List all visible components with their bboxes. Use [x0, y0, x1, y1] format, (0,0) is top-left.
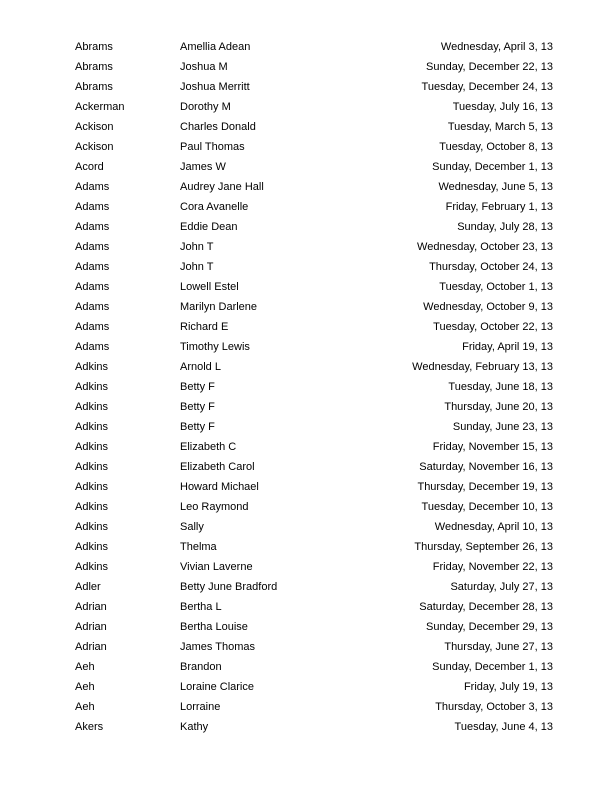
list-item [75, 417, 553, 437]
name-date-list [75, 37, 553, 737]
last-name: Adams [75, 181, 110, 193]
last-name: Ackison [75, 121, 114, 133]
last-name: Ackerman [75, 101, 125, 113]
date-value: Tuesday, March 5, 13 [447, 121, 553, 133]
list-item [75, 557, 553, 577]
last-name: Adams [75, 281, 110, 293]
date-value: Wednesday, June 5, 13 [438, 181, 553, 193]
date-value: Friday, April 19, 13 [462, 341, 553, 353]
list-item [75, 717, 553, 737]
last-name: Adkins [75, 361, 109, 373]
first-name: Richard E [180, 321, 229, 333]
last-name: Adkins [75, 501, 109, 513]
date-value: Wednesday, October 23, 13 [417, 241, 553, 253]
list-item [75, 297, 553, 317]
date-value: Friday, November 15, 13 [432, 441, 553, 453]
list-item [75, 37, 553, 57]
date-value: Tuesday, December 24, 13 [421, 81, 553, 93]
first-name: Cora Avanelle [180, 201, 249, 213]
list-item [75, 477, 553, 497]
first-name: Elizabeth Carol [180, 461, 255, 473]
date-value: Thursday, October 3, 13 [435, 701, 553, 713]
last-name: Aeh [75, 681, 95, 693]
last-name: Abrams [75, 41, 113, 53]
last-name: Adkins [75, 441, 109, 453]
last-name: Adams [75, 221, 110, 233]
date-value: Tuesday, June 18, 13 [448, 381, 553, 393]
first-name: Sally [180, 521, 204, 533]
list-item [75, 357, 553, 377]
first-name: Elizabeth C [180, 441, 237, 453]
last-name: Abrams [75, 81, 113, 93]
first-name: Bertha L [180, 601, 222, 613]
list-item [75, 377, 553, 397]
first-name: James Thomas [180, 641, 255, 653]
first-name: Eddie Dean [180, 221, 238, 233]
first-name: Charles Donald [180, 121, 256, 133]
list-item [75, 77, 553, 97]
last-name: Abrams [75, 61, 113, 73]
first-name: Joshua Merritt [180, 81, 250, 93]
last-name: Ackison [75, 141, 114, 153]
list-item [75, 517, 553, 537]
first-name: Vivian Laverne [180, 561, 253, 573]
date-value: Sunday, December 29, 13 [426, 621, 553, 633]
last-name: Adkins [75, 541, 109, 553]
date-value: Tuesday, July 16, 13 [452, 101, 553, 113]
date-value: Sunday, July 28, 13 [457, 221, 553, 233]
first-name: Arnold L [180, 361, 221, 373]
list-item [75, 117, 553, 137]
list-item [75, 397, 553, 417]
date-value: Saturday, July 27, 13 [450, 581, 553, 593]
list-item [75, 197, 553, 217]
first-name: Marilyn Darlene [180, 301, 258, 313]
date-value: Sunday, December 22, 13 [426, 61, 553, 73]
first-name: Thelma [180, 541, 217, 553]
list-item [75, 317, 553, 337]
first-name: Lorraine [180, 701, 221, 713]
date-value: Saturday, December 28, 13 [419, 601, 553, 613]
date-value: Tuesday, June 4, 13 [454, 721, 553, 733]
first-name: John T [180, 261, 214, 273]
first-name: Leo Raymond [180, 501, 249, 513]
date-value: Wednesday, October 9, 13 [423, 301, 553, 313]
date-value: Saturday, November 16, 13 [419, 461, 553, 473]
last-name: Adkins [75, 421, 109, 433]
first-name: Timothy Lewis [180, 341, 250, 353]
last-name: Adams [75, 301, 110, 313]
last-name: Adkins [75, 521, 109, 533]
last-name: Adler [75, 581, 101, 593]
last-name: Adkins [75, 461, 109, 473]
list-item [75, 437, 553, 457]
date-value: Wednesday, April 3, 13 [440, 41, 553, 53]
list-item [75, 177, 553, 197]
last-name: Aeh [75, 701, 95, 713]
first-name: John T [180, 241, 214, 253]
list-item [75, 677, 553, 697]
date-value: Thursday, December 19, 13 [417, 481, 553, 493]
date-value: Wednesday, February 13, 13 [412, 361, 553, 373]
date-value: Sunday, June 23, 13 [452, 421, 553, 433]
date-value: Friday, February 1, 13 [445, 201, 553, 213]
date-value: Tuesday, October 22, 13 [433, 321, 553, 333]
last-name: Adkins [75, 481, 109, 493]
date-value: Sunday, December 1, 13 [432, 661, 553, 673]
date-value: Tuesday, December 10, 13 [421, 501, 553, 513]
last-name: Adrian [75, 601, 107, 613]
last-name: Adkins [75, 561, 109, 573]
list-item [75, 657, 553, 677]
date-value: Wednesday, April 10, 13 [434, 521, 553, 533]
list-item [75, 57, 553, 77]
first-name: Dorothy M [180, 101, 231, 113]
last-name: Adrian [75, 641, 107, 653]
first-name: Joshua M [180, 61, 228, 73]
list-item [75, 137, 553, 157]
date-value: Friday, July 19, 13 [463, 681, 553, 693]
last-name: Adrian [75, 621, 107, 633]
date-value: Thursday, October 24, 13 [429, 261, 553, 273]
list-item [75, 457, 553, 477]
list-item [75, 597, 553, 617]
first-name: Betty F [180, 401, 215, 413]
first-name: Bertha Louise [180, 621, 248, 633]
list-item [75, 577, 553, 597]
last-name: Adams [75, 241, 110, 253]
first-name: Audrey Jane Hall [180, 181, 264, 193]
last-name: Acord [75, 161, 104, 173]
first-name: Betty F [180, 421, 215, 433]
last-name: Aeh [75, 661, 95, 673]
first-name: James W [180, 161, 226, 173]
list-item [75, 97, 553, 117]
first-name: Paul Thomas [180, 141, 245, 153]
list-item [75, 337, 553, 357]
first-name: Betty F [180, 381, 215, 393]
last-name: Akers [75, 721, 104, 733]
list-item [75, 617, 553, 637]
last-name: Adams [75, 321, 110, 333]
date-value: Thursday, June 27, 13 [444, 641, 553, 653]
first-name: Lowell Estel [180, 281, 239, 293]
last-name: Adams [75, 341, 110, 353]
last-name: Adkins [75, 381, 109, 393]
date-value: Thursday, September 26, 13 [414, 541, 553, 553]
first-name: Brandon [180, 661, 222, 673]
date-value: Tuesday, October 8, 13 [439, 141, 553, 153]
date-value: Sunday, December 1, 13 [432, 161, 553, 173]
list-item [75, 257, 553, 277]
last-name: Adams [75, 201, 110, 213]
list-item [75, 277, 553, 297]
list-item [75, 157, 553, 177]
list-item [75, 697, 553, 717]
first-name: Amellia Adean [180, 41, 251, 53]
list-item [75, 637, 553, 657]
list-item [75, 217, 553, 237]
date-value: Thursday, June 20, 13 [444, 401, 553, 413]
last-name: Adkins [75, 401, 109, 413]
first-name: Howard Michael [180, 481, 259, 493]
first-name: Loraine Clarice [180, 681, 254, 693]
list-item [75, 497, 553, 517]
first-name: Betty June Bradford [180, 581, 278, 593]
date-value: Friday, November 22, 13 [432, 561, 553, 573]
list-item [75, 237, 553, 257]
date-value: Tuesday, October 1, 13 [439, 281, 553, 293]
last-name: Adams [75, 261, 110, 273]
list-item [75, 537, 553, 557]
first-name: Kathy [180, 721, 209, 733]
